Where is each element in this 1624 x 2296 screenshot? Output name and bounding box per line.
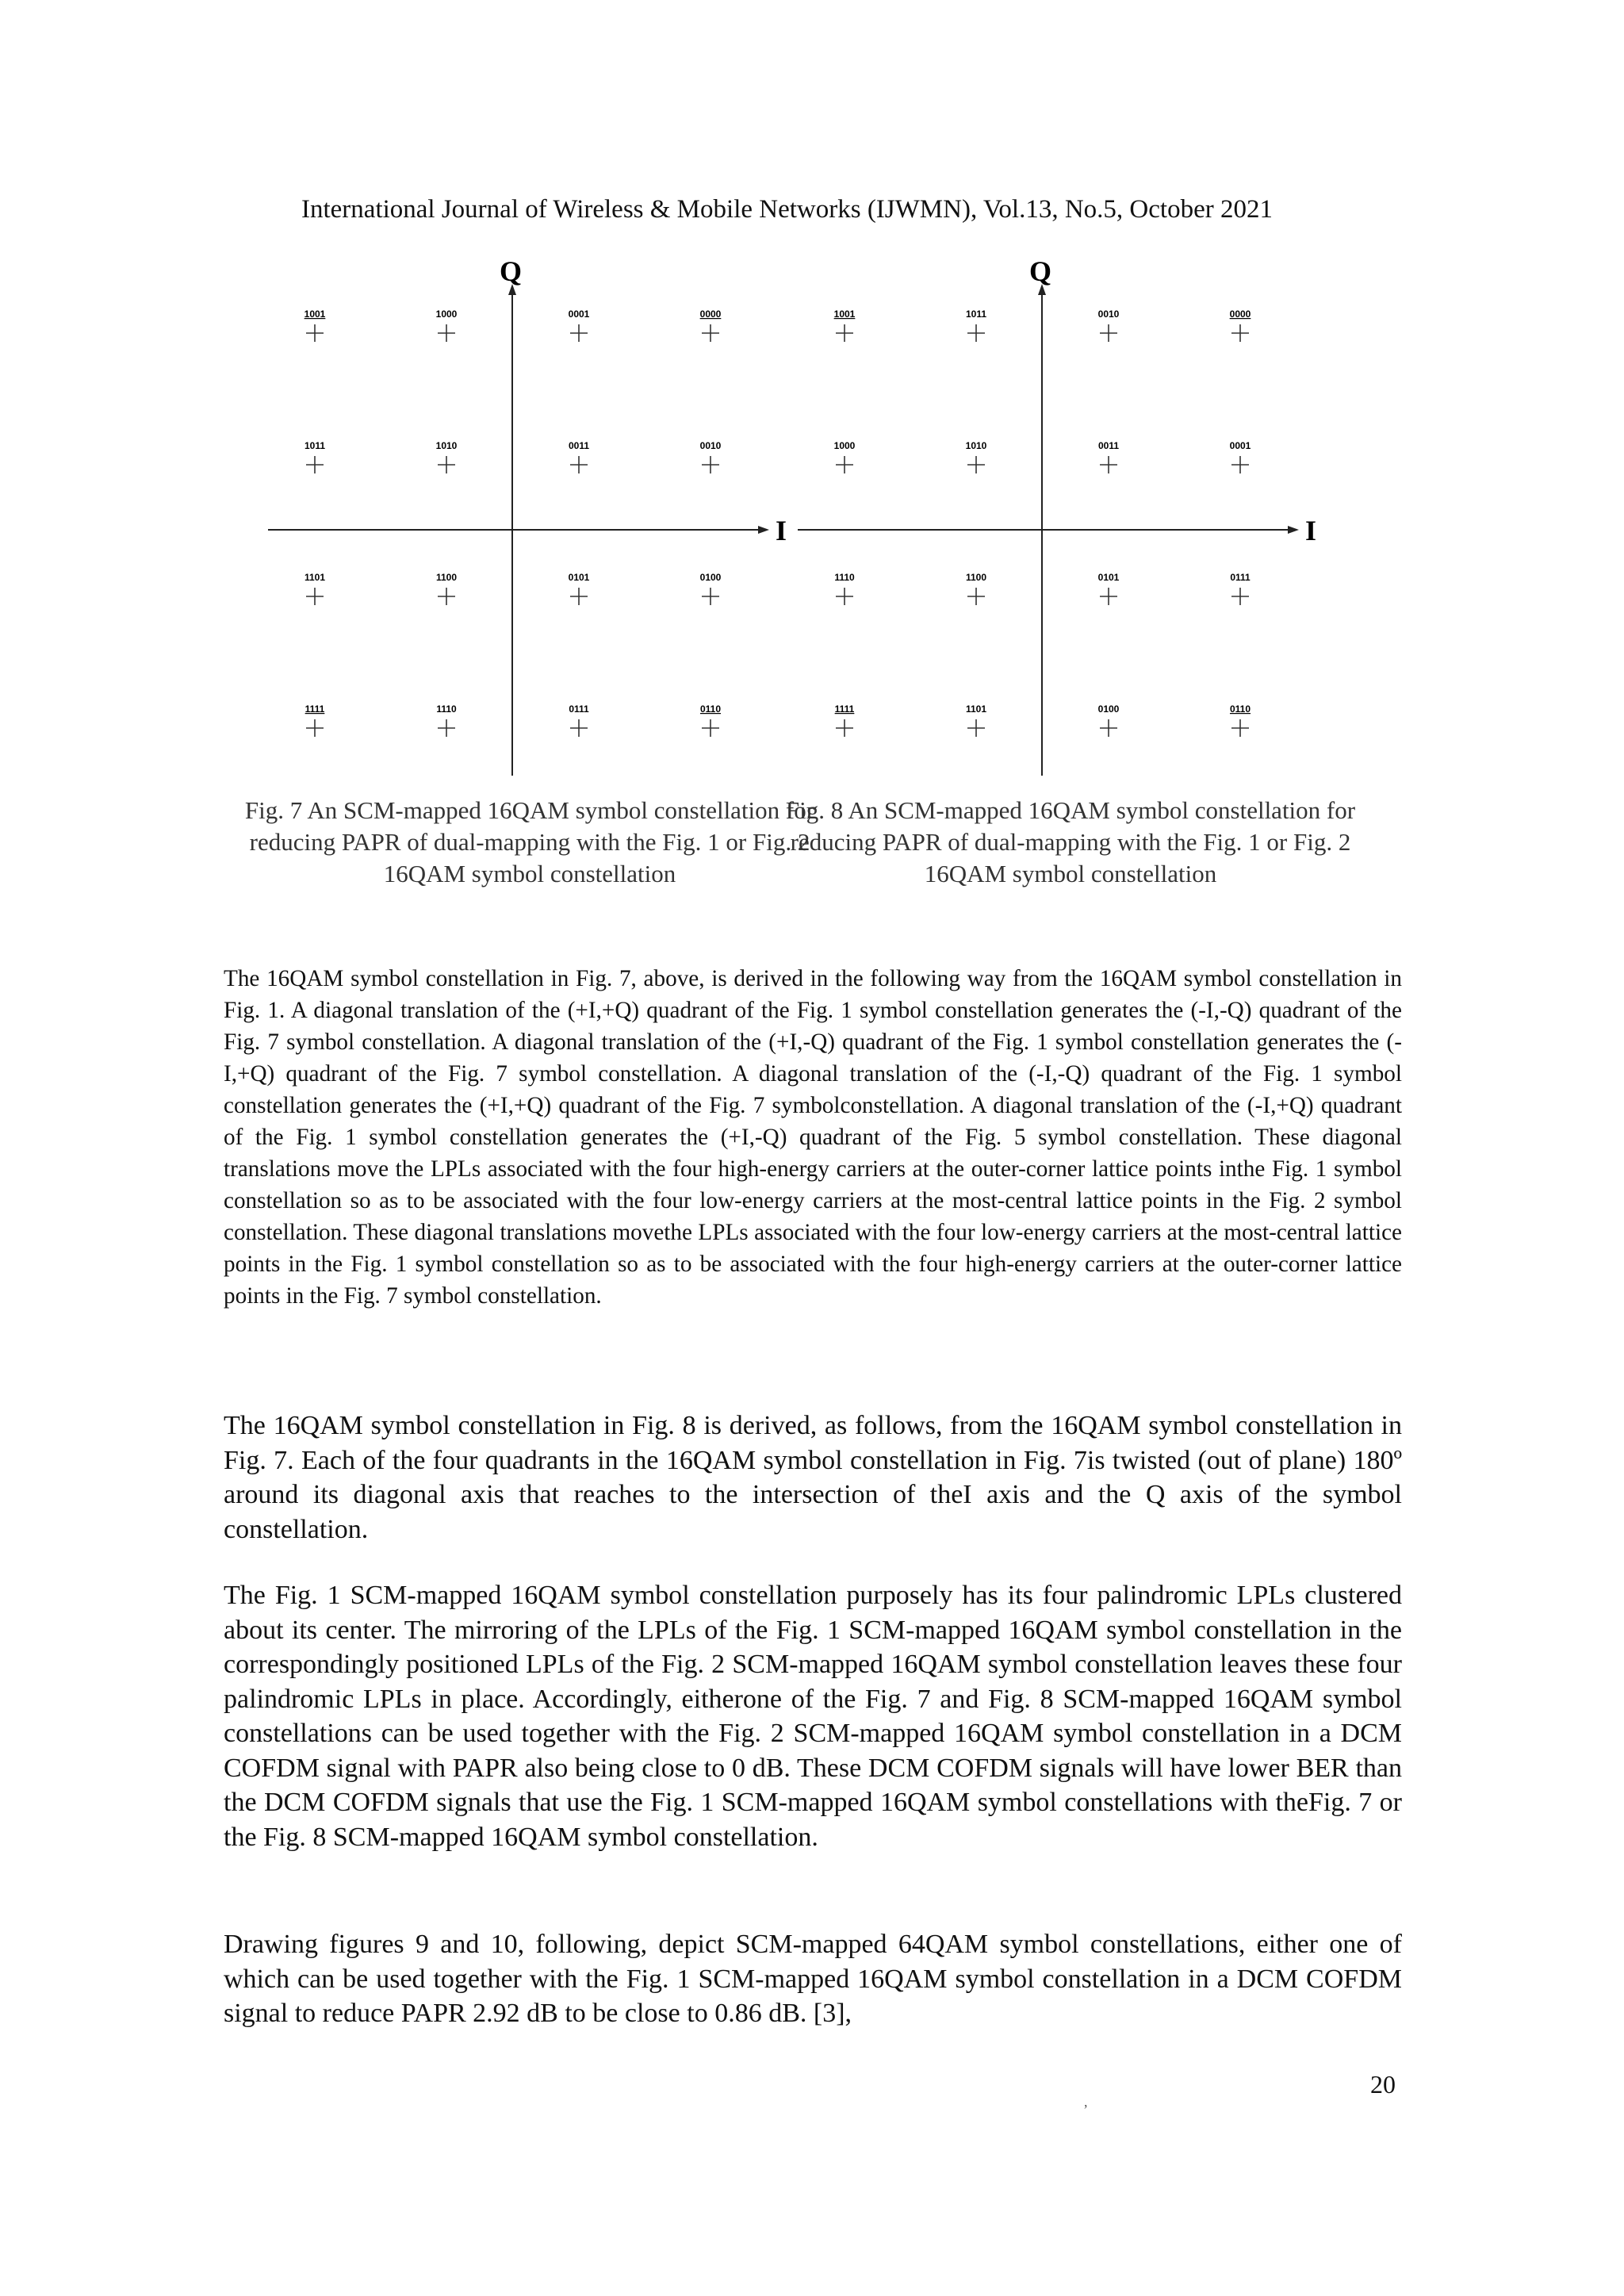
constellation-point [1230,440,1251,473]
point-bit-label: 0101 [568,572,590,583]
point-bit-label: 1101 [304,572,326,583]
page-number: 20 [1370,2070,1396,2099]
constellation-point [569,572,590,605]
point-bit-label: 1001 [833,309,856,320]
constellation-point [569,703,589,737]
constellation-point [436,309,458,342]
constellation-point [436,703,457,737]
constellation-point [834,572,855,605]
point-bit-label: 1010 [435,440,458,451]
constellation-point [966,572,986,605]
constellation-point [1098,309,1120,342]
point-bit-label: 0000 [1229,309,1251,320]
point-bit-label: 0110 [1229,703,1251,715]
body-paragraph-1: The 16QAM symbol constellation in Fig. 7, above, is derived in the following way from the 16QAM symbol constellation in Fig. 1. A diagonal translation of the (+I,+Q) quadrant of the Fig. 1 symbol constellation generates the (-I,-Q) quadrant of the Fig. 7 symbol constellation. A diagonal translation of the (+I,-Q) quadrant of the Fig. 1 symbol constellation generates the (-I,+Q) quadrant of the Fig. 7 symbol constellation. A diagonal translation of the (-I,-Q) quadrant of the Fig. 1 symbol constellation generates the (+I,+Q) quadrant of the Fig. 7 symbolconstellation. A diagonal translation of the (-I,+Q) quadrant of the Fig. 1 symbol constellation generates the (+I,-Q) quadrant of the Fig. 5 symbol constellation. These diagonal translations move the LPLs associated with the four high-energy carriers at the outer-corner lattice points inthe Fig. 1 symbol constellation so as to be associated with the four low-energy carriers at the most-central lattice points in the Fig. 2 symbol constellation. These diagonal translations movethe LPLs associated with the four low-energy carriers at the most-central lattice points in the Fig. 1 symbol constellation so as to be associated with the four high-energy carriers at the outer-corner lattice points in the Fig. 7 symbol constellation. [224,966,1402,1309]
point-bit-label: 1011 [304,440,326,451]
point-bit-label: 0100 [1097,703,1120,715]
point-bit-label: 0111 [1230,572,1251,583]
constellation-point [1230,572,1251,605]
constellation-point [1098,703,1120,737]
point-bit-label: 1100 [435,572,458,583]
constellation-point [966,440,987,473]
figure-8-caption: Fig. 8 An SCM-mapped 16QAM symbol constellation for reducing PAPR of dual-mapping with the Fig. 1 or Fig. 2 16QAM symbol constellation [785,796,1356,887]
point-bit-label: 1000 [833,440,856,451]
i-axis-arrow-icon [758,526,769,534]
body-paragraph-4: Drawing figures 9 and 10, following, depict SCM-mapped 64QAM symbol constellations, either one of which can be used together with the Fig. 1 SCM-mapped 16QAM symbol constellation in a DCM COFDM signal to reduce PAPR 2.92 dB to be close to 0.86 dB. [3], [224,1930,1402,2028]
q-axis-label: Q [1029,255,1052,287]
point-bit-label: 0001 [568,309,590,320]
stray-mark: , [1084,2094,1088,2110]
point-bit-label: 0011 [1097,440,1120,451]
point-bit-label: 1100 [965,572,987,583]
constellation-point [966,309,986,342]
constellation-point [700,440,722,473]
constellation-point [305,703,325,737]
point-bit-label: 0111 [569,703,589,715]
body-paragraph-3: The Fig. 1 SCM-mapped 16QAM symbol constellation purposely has its four palindromic LPLs clustered about its center. The mirroring of the LPLs of the Fig. 1 SCM-mapped 16QAM symbol constellation in the correspondingly positioned LPLs of the Fig. 2 SCM-mapped 16QAM symbol constellation leaves these four palindromic LPLs in place. Accordingly, eitherone of the Fig. 7 and Fig. 8 SCM-mapped 16QAM symbol constellations can be used together with the Fig. 2 SCM-mapped 16QAM symbol constellation in a DCM COFDM signal with PAPR also being close to 0 dB. These DCM COFDM signals will have lower BER than the DCM COFDM signals that use the Fig. 1 SCM-mapped 16QAM symbol constellations with theFig. 7 or the Fig. 8 SCM-mapped 16QAM symbol constellation. [224,1581,1402,1852]
i-axis-arrow-icon [1288,526,1299,534]
point-bit-label: 0110 [699,703,722,715]
running-header: International Journal of Wireless & Mobile Networks (IJWMN), Vol.13, No.5, October 2021 [301,195,1273,224]
constellation-point [569,309,590,342]
point-bit-label: 1111 [834,703,855,715]
i-axis-label: I [776,515,787,546]
point-bit-label: 1011 [965,309,987,320]
point-bit-label: 1000 [435,309,458,320]
constellation-point [436,572,457,605]
constellation-point [1098,572,1120,605]
point-bit-label: 0000 [699,309,722,320]
figure-7-constellation [262,252,817,792]
constellation-diagram-fig8 [791,252,1346,792]
point-bit-label: 1101 [965,703,987,715]
constellation-point [700,703,721,737]
point-bit-label: 1110 [436,703,457,715]
point-bit-label: 1010 [965,440,987,451]
constellation-point [834,440,856,473]
point-bit-label: 0100 [699,572,722,583]
point-bit-label: 0010 [699,440,722,451]
body-paragraph-2: The 16QAM symbol constellation in Fig. 8 is derived, as follows, from the 16QAM symbol constellation in Fig. 7. Each of the four quadrants in the 16QAM symbol constellation in Fig. 7is twisted (out of plane) 180º around its diagonal axis that reaches to the intersection of theI axis and the Q axis of the symbol constellation. [224,1411,1402,1544]
constellation-point [700,572,722,605]
q-axis-label: Q [500,255,523,287]
i-axis-label: I [1305,515,1317,546]
point-bit-label: 1110 [834,572,855,583]
constellation-point [1230,309,1251,342]
constellation-point [834,309,856,342]
constellation-point [436,440,458,473]
constellation-point [304,572,325,605]
figure-7-caption: Fig. 7 An SCM-mapped 16QAM symbol constellation for reducing PAPR of dual-mapping with the Fig. 1 or Fig. 2 16QAM symbol constellation [244,796,815,887]
point-bit-label: 0001 [1229,440,1251,451]
constellation-point [304,309,326,342]
point-bit-label: 0011 [568,440,590,451]
point-bit-label: 0101 [1097,572,1120,583]
constellation-point [569,440,589,473]
constellation-diagram-fig7 [262,252,817,792]
constellation-point [304,440,325,473]
point-bit-label: 0010 [1097,309,1120,320]
constellation-point [700,309,722,342]
point-bit-label: 1111 [304,703,325,715]
constellation-point [1230,703,1251,737]
constellation-point [1098,440,1119,473]
point-bit-label: 1001 [304,309,326,320]
constellation-point [966,703,986,737]
figure-8-constellation [791,252,1346,792]
constellation-point [835,703,855,737]
